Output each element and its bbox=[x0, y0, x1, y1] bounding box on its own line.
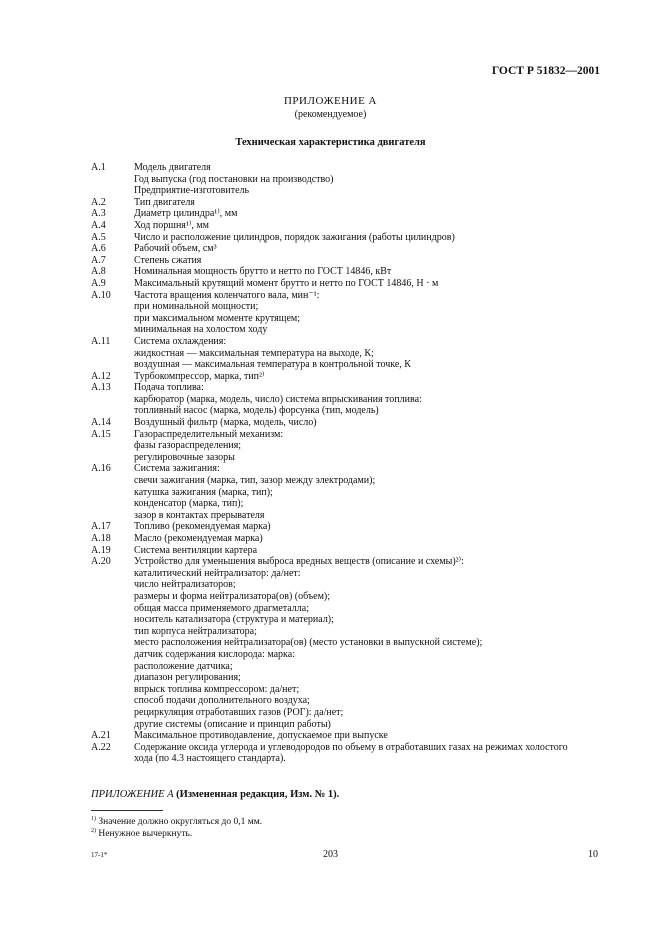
spec-item-line: регулировочные зазоры bbox=[134, 451, 235, 463]
spec-item-line: Система охлаждения: bbox=[134, 335, 227, 347]
spec-item-line: место расположения нейтрализатора(ов) (место установки в выпускной системе); bbox=[134, 637, 483, 649]
spec-item bbox=[91, 243, 601, 255]
spec-item-line: Год выпуска (год постановки на производство) bbox=[134, 173, 334, 185]
spec-item-line: Тип двигателя bbox=[134, 196, 195, 208]
spec-item bbox=[91, 742, 601, 765]
spec-item-line: Число и расположение цилиндров, порядок зажигания (работы цилиндров) bbox=[134, 231, 455, 243]
spec-item-line: Система зажигания: bbox=[134, 463, 220, 475]
spec-item-line: Турбокомпрессор, марка, тип²⁾ bbox=[134, 370, 265, 382]
footnote-text: Значение должно округляться до 0,1 мм. bbox=[98, 817, 263, 828]
spec-item-line: Степень сжатия bbox=[134, 254, 202, 266]
spec-item-line: Содержание оксида углерода и углеводородов по объему в отработавших газах на режимах холостого bbox=[134, 741, 568, 753]
spec-item-number: А.4 bbox=[91, 219, 106, 231]
print-mark: 17-1* bbox=[91, 851, 108, 859]
spec-item bbox=[91, 278, 601, 290]
footnote-2 bbox=[91, 828, 192, 839]
spec-item-line: расположение датчика; bbox=[134, 660, 233, 672]
spec-item bbox=[91, 266, 601, 278]
spec-item bbox=[91, 290, 601, 336]
spec-item bbox=[91, 545, 601, 557]
spec-item bbox=[91, 336, 601, 371]
spec-item bbox=[91, 463, 601, 521]
spec-item bbox=[91, 371, 601, 383]
footnote-divider bbox=[91, 810, 163, 811]
spec-item-number: А.3 bbox=[91, 208, 106, 220]
spec-item-line: Максимальный крутящий момент брутто и нетто по ГОСТ 14846, Н · м bbox=[134, 277, 439, 289]
spec-item-line: зазор в контактах прерывателя bbox=[134, 509, 265, 521]
spec-item-line: минимальная на холостом ходу bbox=[134, 324, 268, 336]
spec-item-line: Подача топлива: bbox=[134, 382, 204, 394]
spec-item-line: Максимальное противодавление, допускаемое при выпуске bbox=[134, 730, 388, 742]
spec-item-number: А.16 bbox=[91, 463, 111, 475]
spec-item bbox=[91, 730, 601, 742]
spec-item-line: Воздушный фильтр (марка, модель, число) bbox=[134, 417, 317, 429]
footnote-mark: 2) bbox=[91, 828, 96, 834]
edition-note-revision: (Измененная редакция, Изм. № 1). bbox=[173, 789, 340, 800]
spec-item-line: Предприятие-изготовитель bbox=[134, 185, 250, 197]
spec-item-line: датчик содержания кислорода: марка: bbox=[134, 648, 295, 660]
spec-item-number: А.8 bbox=[91, 266, 106, 278]
spec-item-line: Устройство для уменьшения выброса вредных веществ (описание и схемы)²⁾: bbox=[134, 556, 464, 568]
spec-item-number: А.14 bbox=[91, 417, 111, 429]
spec-item-line: Топливо (рекомендуемая марка) bbox=[134, 521, 271, 533]
spec-item bbox=[91, 232, 601, 244]
spec-item-number: А.22 bbox=[91, 741, 111, 753]
spec-item-line: рециркуляция отработавших газов (РОГ): да/нет; bbox=[134, 706, 344, 718]
spec-item-number: А.5 bbox=[91, 231, 106, 243]
spec-item-line: карбюратор (марка, модель, число) система впрыскивания топлива: bbox=[134, 393, 422, 405]
spec-item bbox=[91, 417, 601, 429]
spec-item-number: А.19 bbox=[91, 544, 111, 556]
spec-item-line: при номинальной мощности; bbox=[134, 301, 259, 313]
spec-item-line: Диаметр цилиндра¹⁾, мм bbox=[134, 208, 238, 220]
section-title: Техническая характеристика двигателя bbox=[235, 137, 426, 148]
spec-item-number: А.13 bbox=[91, 382, 111, 394]
spec-item bbox=[91, 521, 601, 533]
sheet-number: 10 bbox=[588, 849, 598, 860]
spec-item bbox=[91, 255, 601, 267]
spec-item-number: А.11 bbox=[91, 335, 111, 347]
appendix-subtitle: (рекомендуемое) bbox=[294, 109, 367, 120]
spec-item-line: Частота вращения коленчатого вала, мин⁻¹: bbox=[134, 289, 320, 301]
footnote-mark: 1) bbox=[91, 816, 96, 822]
spec-item-line: Номинальная мощность брутто и нетто по ГОСТ 14846, кВт bbox=[134, 266, 392, 278]
spec-item-line: свечи зажигания (марка, тип, зазор между электродами); bbox=[134, 475, 376, 487]
spec-item-line: Рабочий объем, см³ bbox=[134, 243, 217, 255]
spec-item-line: тип корпуса нейтрализатора; bbox=[134, 625, 257, 637]
spec-item bbox=[91, 220, 601, 232]
spec-item-line: Ход поршня¹⁾, мм bbox=[134, 219, 210, 231]
spec-item-number: А.7 bbox=[91, 254, 106, 266]
spec-item-line: Масло (рекомендуемая марка) bbox=[134, 533, 263, 544]
edition-note-appendix: ПРИЛОЖЕНИЕ А bbox=[91, 789, 174, 800]
spec-item-line: катушка зажигания (марка, тип); bbox=[134, 486, 273, 498]
appendix-title: ПРИЛОЖЕНИЕ А bbox=[283, 95, 377, 107]
edition-note bbox=[91, 789, 339, 800]
spec-item-line: носитель катализатора (структура и материал); bbox=[134, 614, 334, 626]
spec-item-line: другие системы (описание и принцип работы) bbox=[134, 718, 331, 730]
spec-item-line: число нейтрализаторов; bbox=[134, 579, 236, 591]
spec-item-line: фазы газораспределения; bbox=[134, 440, 242, 452]
spec-item-line: способ подачи дополнительного воздуха; bbox=[134, 695, 310, 707]
spec-item bbox=[91, 382, 601, 417]
spec-item-line: размеры и форма нейтрализатора(ов) (объем); bbox=[134, 590, 331, 602]
spec-item bbox=[91, 556, 601, 730]
spec-item-number: А.6 bbox=[91, 243, 106, 255]
standard-number: ГОСТ Р 51832—2001 bbox=[491, 65, 600, 77]
footnote-text: Ненужное вычеркнуть. bbox=[98, 829, 193, 840]
spec-item-line: каталитический нейтрализатор: да/нет: bbox=[134, 567, 301, 579]
spec-item-number: А.10 bbox=[91, 289, 111, 301]
spec-item bbox=[91, 197, 601, 209]
footnote-1 bbox=[91, 816, 262, 827]
spec-item-number: А.21 bbox=[91, 730, 111, 742]
spec-item bbox=[91, 429, 601, 464]
spec-item bbox=[91, 533, 601, 545]
spec-item-line: Система вентиляции картера bbox=[134, 544, 258, 556]
spec-item-line: хода (по 4.3 настоящего стандарта). bbox=[134, 753, 286, 765]
spec-item-line: конденсатор (марка, тип); bbox=[134, 498, 244, 510]
spec-item-number: А.20 bbox=[91, 556, 111, 568]
spec-item bbox=[91, 208, 601, 220]
spec-item-line: общая масса применяемого драгметалла; bbox=[134, 602, 309, 614]
spec-item-line: Модель двигателя bbox=[134, 162, 211, 173]
spec-item-line: впрыск топлива компрессором: да/нет; bbox=[134, 683, 300, 695]
spec-item-number: А.12 bbox=[91, 370, 111, 382]
page-number: 203 bbox=[323, 849, 338, 860]
spec-item-line: топливный насос (марка, модель) форсунка (тип, модель) bbox=[134, 405, 379, 417]
spec-item-number: А.15 bbox=[91, 428, 111, 440]
spec-item bbox=[91, 162, 601, 197]
spec-item-line: воздушная — максимальная температура в контрольной точке, К bbox=[134, 359, 411, 371]
spec-item-number: А.18 bbox=[91, 533, 111, 544]
spec-item-number: А.9 bbox=[91, 277, 106, 289]
spec-list bbox=[91, 162, 601, 765]
spec-item-line: диапазон регулирования; bbox=[134, 672, 241, 684]
spec-item-line: жидкостная — максимальная температура на выходе, К; bbox=[134, 347, 374, 359]
spec-item-number: А.17 bbox=[91, 521, 111, 533]
spec-item-number: А.1 bbox=[91, 162, 106, 173]
spec-item-number: А.2 bbox=[91, 196, 106, 208]
spec-item-line: Газораспределительный механизм: bbox=[134, 428, 284, 440]
spec-item-line: при максимальном моменте крутящем; bbox=[134, 312, 301, 324]
